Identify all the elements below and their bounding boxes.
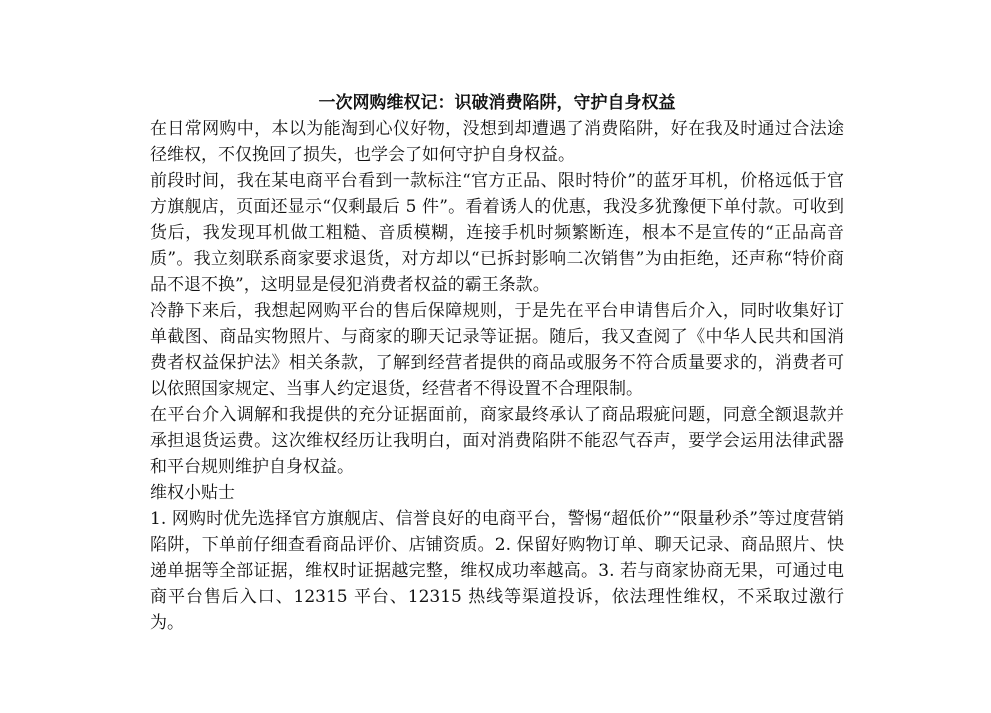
document-body	[150, 90, 844, 636]
paragraph-incident: 前段时间，我在某电商平台看到一款标注“官方正品、限时特价”的蓝牙耳机，价格远低于官方旗舰店，页面还显示“仅剩最后 5 件”。看着诱人的优惠，我没多犹豫便下单付款。可收到货后，我发现耳机做工粗糙、音质模糊，连接手机时频繁断连，根本不是宣传的“正品高音质”。我立刻联系商家要求退货，对方却以“已拆封影响二次销售”为由拒绝，还声称“特价商品不退不换”，这明显是侵犯消费者权益的霸王条款。	[150, 171, 844, 295]
tips-heading: 维权小贴士	[150, 483, 235, 503]
document-title: 一次网购维权记：识破消费陷阱，守护自身权益	[318, 93, 676, 113]
paragraph-intro: 在日常网购中，本以为能淘到心仪好物，没想到却遭遇了消费陷阱，好在我及时通过合法途径维权，不仅挽回了损失，也学会了如何守护自身权益。	[150, 119, 844, 165]
paragraph-result: 在平台介入调解和我提供的充分证据面前，商家最终承认了商品瑕疵问题，同意全额退款并承担退货运费。这次维权经历让我明白，面对消费陷阱不能忍气吞声，要学会运用法律武器和平台规则维护自身权益。	[150, 405, 844, 477]
tips-text: 1. 网购时优先选择官方旗舰店、信誉良好的电商平台，警惕“超低价”“限量秒杀”等过度营销陷阱，下单前仔细查看商品评价、店铺资质。2. 保留好购物订单、聊天记录、商品照片、快递单据等全部证据，维权时证据越完整，维权成功率越高。3. 若与商家协商无果，可通过电商平台售后入口、12315 平台、12315 热线等渠道投诉，依法理性维权，不采取过激行为。	[150, 509, 844, 633]
paragraph-action: 冷静下来后，我想起网购平台的售后保障规则，于是先在平台申请售后介入，同时收集好订单截图、商品实物照片、与商家的聊天记录等证据。随后，我又查阅了《中华人民共和国消费者权益保护法》相关条款，了解到经营者提供的商品或服务不符合质量要求的，消费者可以依照国家规定、当事人约定退货，经营者不得设置不合理限制。	[150, 301, 844, 399]
